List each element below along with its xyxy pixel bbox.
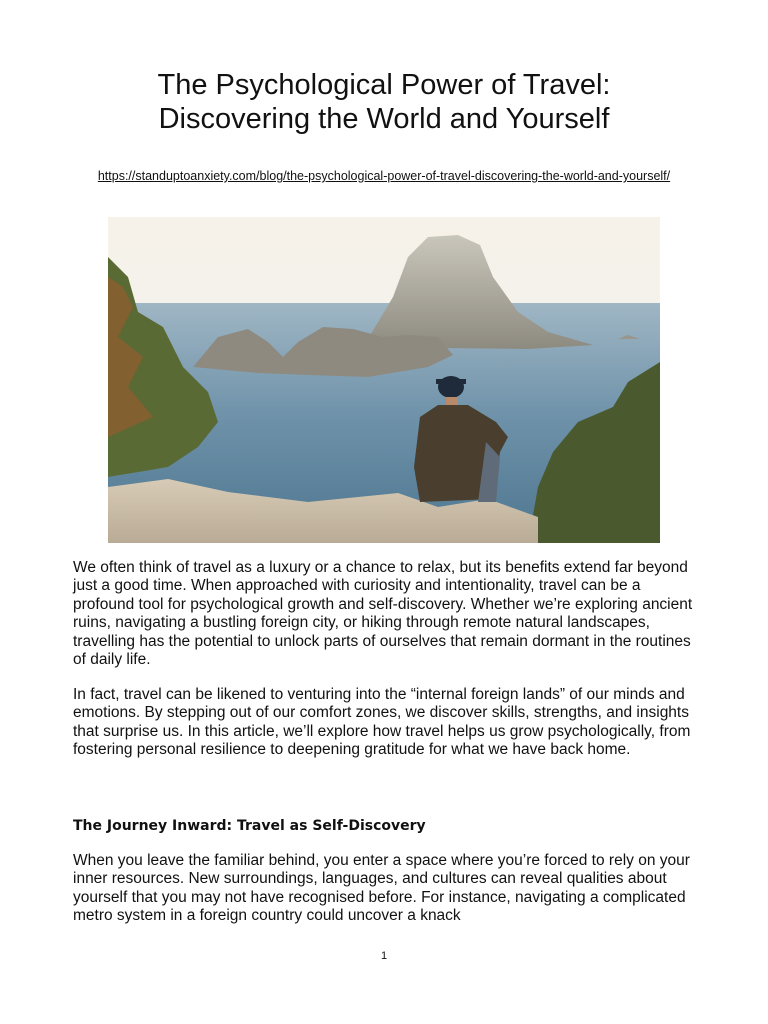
page-title: [60, 68, 708, 136]
page-number: 1: [380, 950, 388, 962]
paragraph-3: When you leave the familiar behind, you enter a space where you’re forced to rely on your inner resources. New surroundings, languages, and cultures can reveal qualities about yourself that you may not have recognised before. For instance, navigating a complicated metro system in a foreign country could uncover a knack: [73, 852, 690, 925]
section-heading: The Journey Inward: Travel as Self-Discovery: [73, 818, 426, 834]
source-url-link[interactable]: https://standuptoanxiety.com/blog/the-psychological-power-of-travel-discovering-the-world-and-yourself/: [97, 169, 671, 183]
hero-photo-coast-traveler: [108, 217, 660, 543]
title-line-1: The Psychological Power of Travel:: [157, 69, 611, 101]
paragraph-2: In fact, travel can be likened to venturing into the “internal foreign lands” of our minds and emotions. By stepping out of our comfort zones, we discover skills, strengths, and insights that surprise us. In this article, we’ll explore how travel helps us grow psychologically, from fostering personal resilience to deepening gratitude for what we have back home.: [73, 686, 691, 759]
title-line-2: Discovering the World and Yourself: [158, 103, 610, 135]
paragraph-1: We often think of travel as a luxury or a chance to relax, but its benefits extend far beyond just a good time. When approached with curiosity and intentionality, travel can be a profound tool for psychological growth and self-discovery. Whether we’re exploring ancient ruins, navigating a bustling foreign city, or hiking through remote natural landscapes, travelling has the potential to unlock parts of ourselves that remain dormant in the routines of daily life.: [73, 559, 693, 669]
